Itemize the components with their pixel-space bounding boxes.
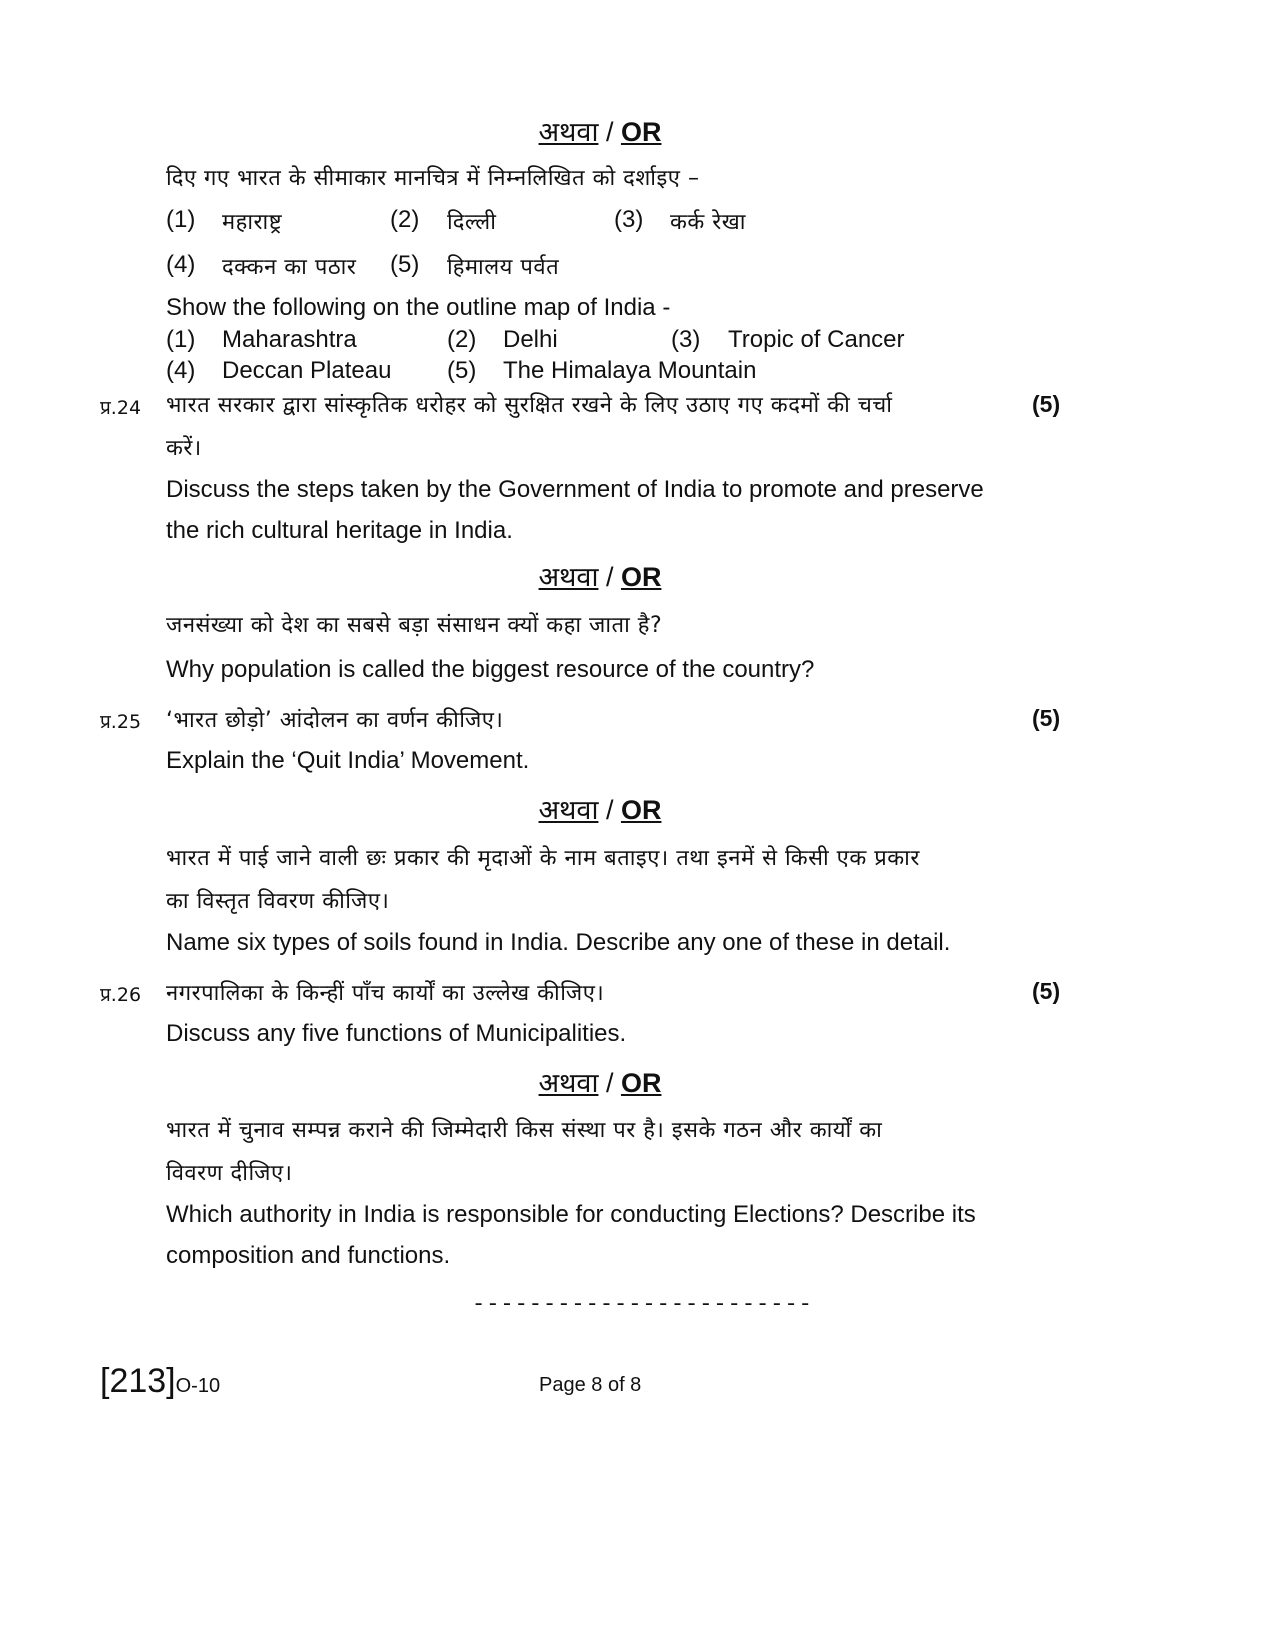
map-item-english: Maharashtra <box>222 326 357 353</box>
question-text-hindi: भारत में चुनाव सम्पन्न कराने की जिम्मेदारी किस संस्था पर है। इसके गठन और कार्यों का <box>166 1118 883 1143</box>
question-text-english: Why population is called the biggest resource of the country? <box>166 656 815 683</box>
question-text-hindi: भारत सरकार द्वारा सांस्कृतिक धरोहर को सुरक्षित रखने के लिए उठाए गए कदमों की चर्चा <box>166 393 893 418</box>
question-text-hindi: विवरण दीजिए। <box>166 1161 293 1186</box>
question-text-hindi: जनसंख्या को देश का सबसे बड़ा संसाधन क्यों कहा जाता है? <box>166 613 663 638</box>
end-of-paper-marker: ------------------------ <box>472 1292 813 1317</box>
question-text-hindi: करें। <box>166 436 202 461</box>
map-item-hindi: कर्क रेखा <box>670 210 746 235</box>
question-text-hindi: नगरपालिका के किन्हीं पाँच कार्यों का उल्लेख कीजिए। <box>166 981 605 1006</box>
marks-badge: (5) <box>1032 978 1061 1004</box>
paper-code-number: [213] <box>100 1362 176 1400</box>
question-text-hindi: का विस्तृत विवरण कीजिए। <box>166 889 390 914</box>
map-item-english: Delhi <box>503 326 558 353</box>
or-heading <box>0 1063 1200 1100</box>
or-slash: / <box>598 795 621 825</box>
or-slash: / <box>598 117 621 147</box>
or-label-english: OR <box>620 562 662 592</box>
question-text-english: composition and functions. <box>166 1242 451 1269</box>
or-label-english: OR <box>620 795 662 825</box>
marks-badge: (5) <box>1032 705 1061 731</box>
map-item-hindi: दक्कन का पठार <box>222 255 357 280</box>
or-heading <box>0 790 1200 827</box>
question-number: प्र.26 <box>100 984 142 1006</box>
item-number: (4) <box>166 251 196 278</box>
question-number: प्र.25 <box>100 711 142 733</box>
question-number: प्र.24 <box>100 397 142 419</box>
map-instruction-hindi: दिए गए भारत के सीमाकार मानचित्र में निम्नलिखित को दर्शाइए – <box>166 166 700 191</box>
paper-code <box>100 1362 220 1401</box>
map-item-hindi: हिमालय पर्वत <box>447 255 560 280</box>
question-text-english: Name six types of soils found in India. Describe any one of these in detail. <box>166 929 951 956</box>
item-number: (1) <box>166 326 196 353</box>
or-label-english: OR <box>620 117 662 147</box>
or-heading <box>0 557 1200 594</box>
item-number: (2) <box>390 206 420 233</box>
item-number: (3) <box>671 326 701 353</box>
question-text-english: Which authority in India is responsible for conducting Elections? Describe its <box>166 1201 976 1228</box>
question-text-hindi: भारत में पाई जाने वाली छः प्रकार की मृदाओं के नाम बताइए। तथा इनमें से किसी एक प्रकार <box>166 846 920 871</box>
or-label-hindi: अथवा <box>538 117 599 148</box>
item-number: (5) <box>447 357 477 384</box>
or-label-english: OR <box>620 1068 662 1098</box>
question-text-english: Discuss the steps taken by the Government of India to promote and preserve <box>166 476 984 503</box>
question-text-english: Discuss any five functions of Municipalities. <box>166 1020 627 1047</box>
item-number: (4) <box>166 357 196 384</box>
or-slash: / <box>598 562 621 592</box>
question-text-hindi: ‘भारत छोड़ो’ आंदोलन का वर्णन कीजिए। <box>166 708 504 733</box>
item-number: (5) <box>390 251 420 278</box>
or-label-hindi: अथवा <box>538 795 599 826</box>
map-instruction-english: Show the following on the outline map of India - <box>166 294 671 321</box>
map-item-english: The Himalaya Mountain <box>503 357 757 384</box>
map-item-english: Tropic of Cancer <box>728 326 905 353</box>
item-number: (2) <box>447 326 477 353</box>
question-text-english: Explain the ‘Quit India’ Movement. <box>166 747 530 774</box>
question-text-english: the rich cultural heritage in India. <box>166 517 513 544</box>
item-number: (1) <box>166 206 196 233</box>
or-heading <box>0 112 1200 149</box>
marks-badge: (5) <box>1032 391 1061 417</box>
item-number: (3) <box>614 206 644 233</box>
paper-code-suffix: O-10 <box>175 1375 221 1397</box>
or-label-hindi: अथवा <box>538 562 599 593</box>
map-item-hindi: महाराष्ट्र <box>222 210 283 235</box>
map-item-hindi: दिल्ली <box>447 210 497 235</box>
map-item-english: Deccan Plateau <box>222 357 392 384</box>
page-number: Page 8 of 8 <box>539 1374 642 1396</box>
or-slash: / <box>598 1068 621 1098</box>
or-label-hindi: अथवा <box>538 1068 599 1099</box>
